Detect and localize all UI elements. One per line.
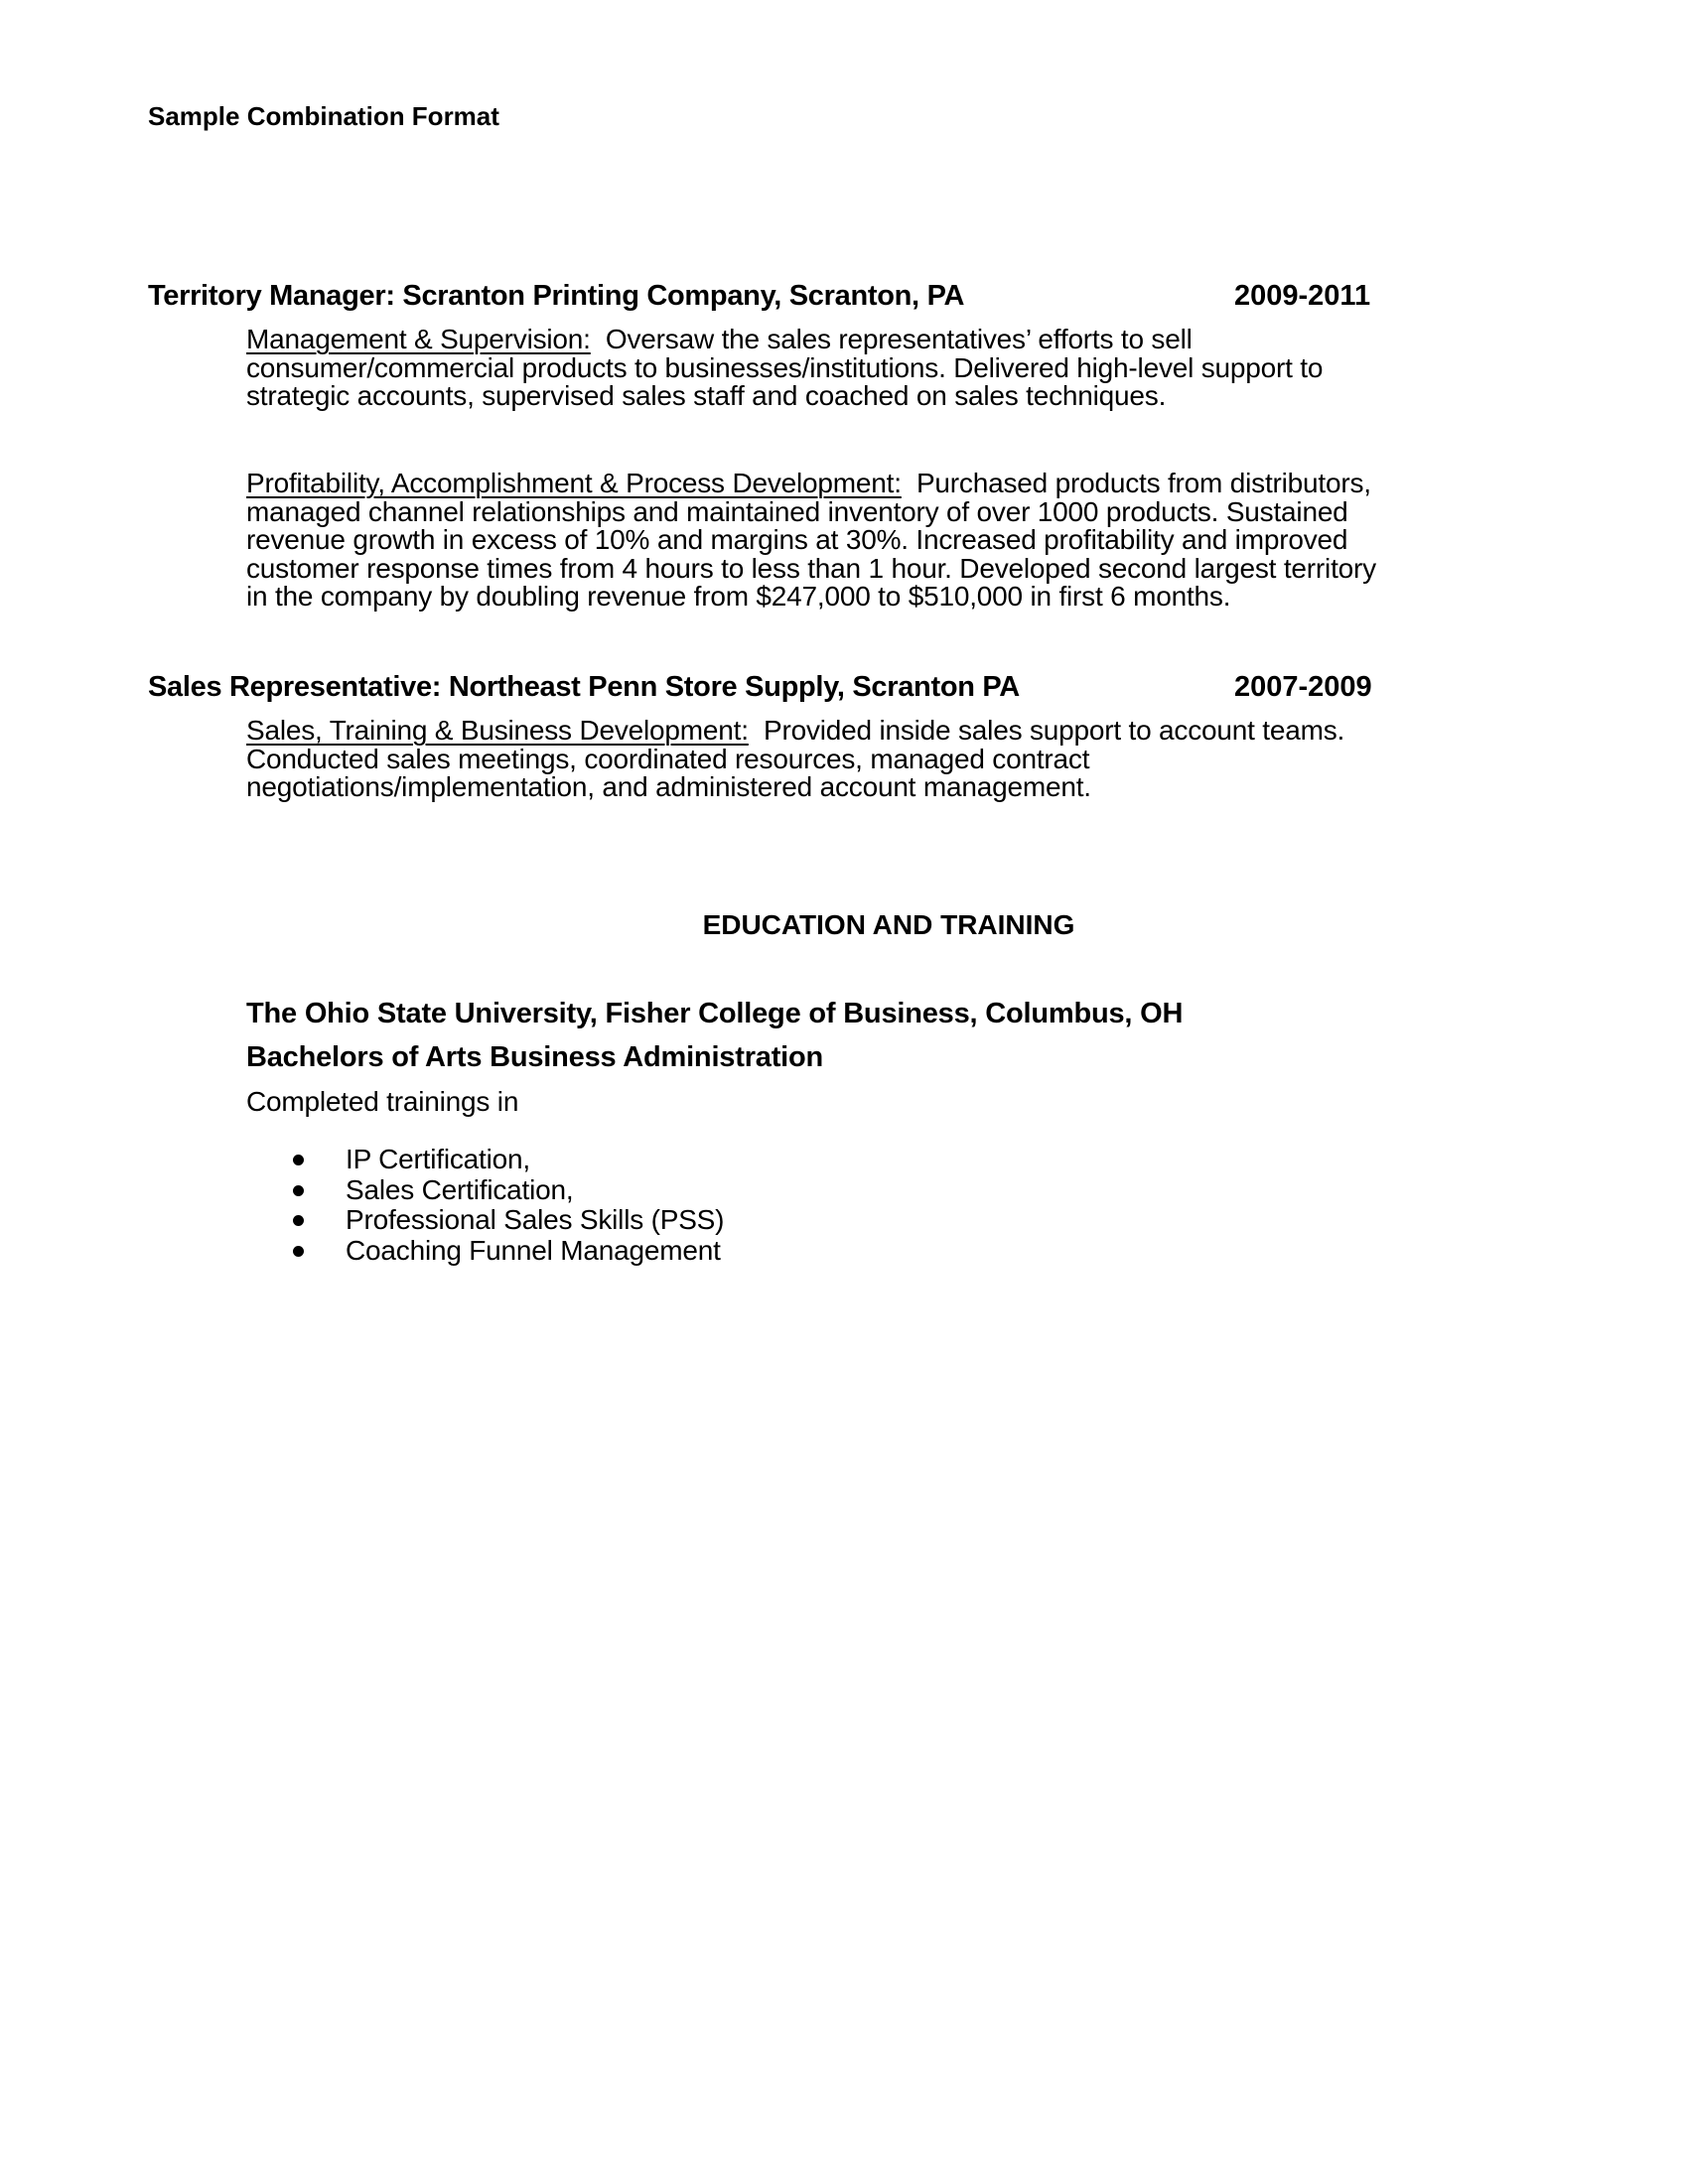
training-item: Professional Sales Skills (PSS) — [346, 1204, 725, 1235]
paragraph-line — [246, 717, 1527, 746]
paragraph-text: Oversaw the sales representatives’ efforts to sell — [590, 324, 1193, 354]
paragraph-line — [246, 326, 1527, 354]
paragraph-line: in the company by doubling revenue from $247,000 to $510,000 in first 6 months. — [246, 581, 1231, 612]
education-school: The Ohio State University, Fisher College of Business, Columbus, OH — [246, 998, 1184, 1029]
job-title-sales-representative: Sales Representative: Northeast Penn Store Supply, Scranton PA — [148, 671, 1020, 703]
job-dates-territory-manager: 2009-2011 — [1234, 280, 1371, 312]
job-dates-sales-representative: 2007-2009 — [1234, 671, 1372, 703]
job-paragraph-sales-training — [246, 717, 1527, 802]
job-paragraph-management-supervision — [246, 326, 1527, 411]
bullet-icon — [293, 1215, 304, 1226]
paragraph-text: Provided inside sales support to account teams. — [748, 715, 1345, 746]
trainings-intro: Completed trainings in — [246, 1086, 519, 1117]
bullet-icon — [293, 1246, 304, 1257]
training-item: IP Certification, — [346, 1144, 530, 1174]
job-paragraph-profitability — [246, 470, 1527, 612]
training-item: Sales Certification, — [346, 1173, 574, 1205]
section-heading-education: EDUCATION AND TRAINING — [702, 909, 1075, 940]
education-degree: Bachelors of Arts Business Administration — [246, 1041, 824, 1073]
paragraph-line — [246, 470, 1527, 498]
paragraph-line: revenue growth in excess of 10% and margins at 30%. Increased profitability and improved — [246, 524, 1348, 555]
paragraph-line: consumer/commercial products to businesses/institutions. Delivered high-level support to — [246, 351, 1324, 383]
paragraph-line: strategic accounts, supervised sales staff and coached on sales techniques. — [246, 380, 1167, 411]
paragraph-heading: Management & Supervision: — [246, 324, 591, 354]
paragraph-text: Purchased products from distributors, — [901, 468, 1371, 498]
job-title-territory-manager: Territory Manager: Scranton Printing Company, Scranton, PA — [148, 280, 965, 312]
paragraph-heading: Profitability, Accomplishment & Process Development: — [246, 468, 902, 498]
paragraph-line: Conducted sales meetings, coordinated resources, managed contract — [246, 743, 1090, 774]
paragraph-line: negotiations/implementation, and administered account management. — [246, 771, 1091, 802]
bullet-icon — [293, 1185, 304, 1196]
training-item: Coaching Funnel Management — [346, 1234, 721, 1266]
bullet-icon — [293, 1155, 304, 1165]
document-label: Sample Combination Format — [148, 101, 499, 131]
paragraph-line: managed channel relationships and maintained inventory of over 1000 products. Sustained — [246, 495, 1348, 527]
paragraph-line: customer response times from 4 hours to less than 1 hour. Developed second largest territory — [246, 552, 1376, 584]
paragraph-heading: Sales, Training & Business Development: — [246, 715, 749, 746]
